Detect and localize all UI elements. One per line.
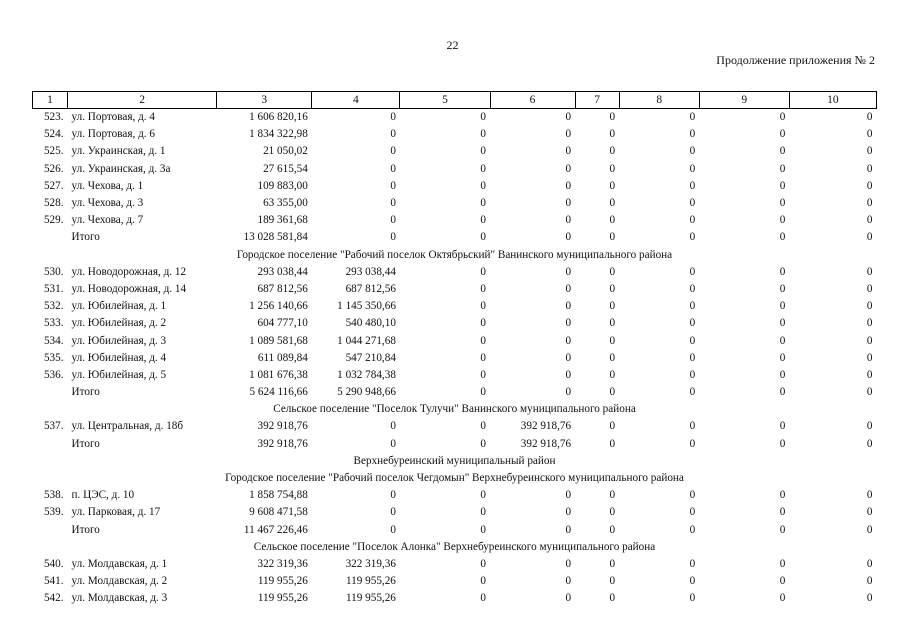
value-cell: 0 (779, 231, 786, 244)
column-header: 5 (400, 92, 490, 109)
value-cell: 0 (779, 334, 786, 347)
section-title: Верхнебуреинский муниципальный район (353, 454, 556, 467)
value-cell: 1 606 820,16 (249, 111, 308, 124)
row-number: 527. (43, 179, 64, 192)
value-cell: 0 (689, 489, 696, 502)
value-cell: 0 (480, 197, 486, 210)
value-cell: 0 (609, 162, 616, 175)
value-cell: 0 (565, 162, 572, 175)
value-cell: 0 (390, 506, 396, 519)
table-row (33, 556, 877, 573)
value-cell: 322 319,36 (345, 557, 396, 570)
appendix-continuation-note: Продолжение приложения № 2 (716, 53, 875, 67)
subtotal-label: Итого (71, 437, 100, 450)
value-cell: 0 (609, 368, 616, 381)
value-cell: 0 (609, 317, 616, 330)
value-cell: 189 361,68 (257, 214, 308, 227)
row-number: 530. (43, 265, 64, 278)
value-cell: 0 (689, 231, 696, 244)
value-cell: 0 (866, 592, 873, 605)
value-cell: 0 (609, 300, 616, 313)
address-cell: ул. Чехова, д. 3 (71, 197, 144, 210)
value-cell: 0 (609, 523, 616, 536)
section-title: Городское поселение "Рабочий поселок Октябрьский" Ванинского муниципального района (236, 248, 673, 261)
value-cell: 0 (779, 265, 786, 278)
value-cell: 0 (480, 386, 486, 399)
section-header-row (33, 470, 877, 487)
subtotal-label: Итого (71, 386, 100, 399)
value-cell: 0 (609, 557, 616, 570)
subtotal-row (33, 522, 877, 539)
value-cell: 0 (390, 162, 396, 175)
value-cell: 0 (565, 231, 572, 244)
address-cell: ул. Молдавская, д. 3 (71, 592, 168, 605)
value-cell: 0 (609, 334, 616, 347)
column-header: 9 (699, 92, 789, 109)
value-cell: 0 (866, 557, 873, 570)
value-cell: 11 467 226,46 (243, 523, 308, 536)
appendix-table (32, 91, 877, 607)
value-cell: 0 (565, 317, 572, 330)
value-cell: 0 (866, 111, 873, 124)
value-cell: 0 (480, 128, 486, 141)
value-cell: 687 812,56 (257, 282, 308, 295)
value-cell: 0 (866, 489, 873, 502)
value-cell: 0 (779, 128, 786, 141)
value-cell: 0 (866, 575, 873, 588)
value-cell: 0 (565, 300, 572, 313)
column-header: 6 (490, 92, 575, 109)
value-cell: 0 (609, 197, 616, 210)
value-cell: 1 044 271,68 (337, 334, 396, 347)
value-cell: 13 028 581,84 (243, 231, 308, 244)
table-row (33, 109, 877, 127)
value-cell: 0 (480, 592, 486, 605)
value-cell: 0 (565, 523, 572, 536)
address-cell: ул. Юбилейная, д. 2 (71, 317, 167, 330)
value-cell: 0 (565, 265, 572, 278)
value-cell: 0 (565, 506, 572, 519)
table-row (33, 367, 877, 384)
value-cell: 0 (565, 575, 572, 588)
value-cell: 1 145 350,66 (337, 300, 396, 313)
value-cell: 392 918,76 (520, 420, 572, 433)
row-number: 523. (43, 111, 64, 124)
value-cell: 119 955,26 (257, 592, 308, 605)
table-row (33, 350, 877, 367)
value-cell: 1 256 140,66 (249, 300, 308, 313)
section-header-row (33, 453, 877, 470)
value-cell: 687 812,56 (345, 282, 396, 295)
value-cell: 0 (609, 420, 616, 433)
value-cell: 0 (689, 162, 696, 175)
row-number: 532. (43, 300, 64, 313)
address-cell: ул. Чехова, д. 1 (71, 179, 144, 192)
table-row (33, 590, 877, 607)
value-cell: 0 (689, 128, 696, 141)
value-cell: 0 (565, 489, 572, 502)
address-cell: ул. Портовая, д. 6 (71, 128, 155, 141)
value-cell: 0 (779, 557, 786, 570)
value-cell: 0 (689, 265, 696, 278)
value-cell: 0 (866, 300, 873, 313)
value-cell: 0 (866, 386, 873, 399)
table-row (33, 161, 877, 178)
table-row (33, 178, 877, 195)
section-header-row (33, 401, 877, 418)
value-cell: 0 (866, 506, 873, 519)
address-cell: ул. Парковая, д. 17 (71, 506, 161, 519)
value-cell: 0 (390, 437, 396, 450)
value-cell: 0 (689, 197, 696, 210)
row-number: 528. (43, 197, 64, 210)
table-row (33, 212, 877, 229)
value-cell: 0 (565, 111, 572, 124)
value-cell: 5 624 116,66 (249, 386, 308, 399)
value-cell: 0 (689, 214, 696, 227)
value-cell: 0 (779, 368, 786, 381)
table-row (33, 126, 877, 143)
value-cell: 0 (609, 231, 616, 244)
value-cell: 0 (779, 437, 786, 450)
value-cell: 0 (779, 317, 786, 330)
value-cell: 0 (480, 557, 486, 570)
value-cell: 0 (866, 420, 873, 433)
value-cell: 0 (390, 214, 396, 227)
address-cell: ул. Юбилейная, д. 4 (71, 351, 167, 364)
value-cell: 0 (480, 162, 486, 175)
value-cell: 0 (689, 282, 696, 295)
value-cell: 0 (689, 334, 696, 347)
value-cell: 0 (689, 179, 696, 192)
table-row (33, 264, 877, 281)
table-row (33, 332, 877, 349)
value-cell: 1 834 322,98 (249, 128, 308, 141)
value-cell: 0 (390, 197, 396, 210)
row-number: 525. (43, 145, 64, 158)
value-cell: 0 (866, 179, 873, 192)
value-cell: 0 (480, 506, 486, 519)
value-cell: 27 615,54 (263, 162, 308, 175)
value-cell: 0 (480, 489, 486, 502)
value-cell: 0 (390, 523, 396, 536)
value-cell: 0 (689, 351, 696, 364)
address-cell: ул. Юбилейная, д. 1 (71, 300, 167, 313)
value-cell: 0 (565, 179, 572, 192)
value-cell: 0 (480, 317, 486, 330)
value-cell: 0 (866, 523, 873, 536)
row-number (33, 384, 68, 401)
value-cell: 1 089 581,68 (249, 334, 308, 347)
value-cell: 0 (609, 575, 616, 588)
subtotal-label: Итого (71, 231, 100, 244)
table-row (33, 573, 877, 590)
value-cell: 0 (390, 179, 396, 192)
row-number (33, 436, 68, 453)
row-number: 531. (43, 282, 64, 295)
value-cell: 63 355,00 (263, 197, 308, 210)
value-cell: 0 (779, 420, 786, 433)
column-header: 1 (33, 92, 68, 109)
value-cell: 1 858 754,88 (249, 489, 308, 502)
value-cell: 109 883,00 (257, 179, 308, 192)
row-number: 539. (43, 506, 64, 519)
value-cell: 0 (689, 300, 696, 313)
value-cell: 0 (866, 317, 873, 330)
value-cell: 0 (480, 420, 486, 433)
address-cell: ул. Украинская, д. 1 (71, 145, 166, 158)
value-cell: 0 (480, 145, 486, 158)
row-number: 526. (43, 162, 64, 175)
subtotal-row (33, 229, 877, 246)
value-cell: 0 (866, 334, 873, 347)
value-cell: 0 (779, 575, 786, 588)
column-header: 8 (619, 92, 699, 109)
value-cell: 0 (779, 300, 786, 313)
value-cell: 0 (689, 386, 696, 399)
value-cell: 0 (779, 179, 786, 192)
value-cell: 322 319,36 (257, 557, 308, 570)
row-number: 535. (43, 351, 64, 364)
value-cell: 0 (609, 489, 616, 502)
value-cell: 0 (689, 317, 696, 330)
value-cell: 0 (480, 351, 486, 364)
value-cell: 0 (866, 351, 873, 364)
value-cell: 392 918,76 (257, 437, 308, 450)
value-cell: 0 (866, 231, 873, 244)
row-number: 541. (43, 575, 64, 588)
value-cell: 0 (609, 214, 616, 227)
value-cell: 0 (779, 489, 786, 502)
section-title: Городское поселение "Рабочий поселок Чегдомын" Верхнебуреинского муниципального района (225, 472, 684, 485)
address-cell: ул. Портовая, д. 4 (71, 111, 155, 124)
value-cell: 0 (779, 523, 786, 536)
address-cell: ул. Новодорожная, д. 12 (71, 265, 187, 278)
value-cell: 0 (609, 351, 616, 364)
value-cell: 0 (565, 334, 572, 347)
value-cell: 0 (779, 351, 786, 364)
value-cell: 0 (480, 111, 486, 124)
value-cell: 9 608 471,58 (249, 506, 308, 519)
row-number: 542. (43, 592, 64, 605)
value-cell: 0 (866, 145, 873, 158)
value-cell: 0 (866, 437, 873, 450)
value-cell: 0 (866, 282, 873, 295)
table-row (33, 281, 877, 298)
table-row (33, 418, 877, 435)
address-cell: ул. Центральная, д. 18б (71, 420, 184, 433)
value-cell: 0 (609, 128, 616, 141)
row-number: 524. (43, 128, 64, 141)
value-cell: 293 038,44 (257, 265, 308, 278)
value-cell: 0 (609, 265, 616, 278)
column-header: 10 (789, 92, 876, 109)
value-cell: 392 918,76 (257, 420, 308, 433)
subtotal-label: Итого (71, 523, 100, 536)
value-cell: 0 (866, 128, 873, 141)
value-cell: 0 (779, 386, 786, 399)
table-row (33, 487, 877, 504)
value-cell: 0 (609, 282, 616, 295)
section-header-row (33, 539, 877, 556)
value-cell: 119 955,26 (345, 575, 396, 588)
value-cell: 540 480,10 (345, 317, 396, 330)
value-cell: 0 (609, 437, 616, 450)
table-body (33, 109, 877, 608)
value-cell: 0 (480, 282, 486, 295)
column-header: 4 (312, 92, 400, 109)
column-header: 3 (217, 92, 312, 109)
table-row (33, 298, 877, 315)
row-number (33, 522, 68, 539)
row-number: 534. (43, 334, 64, 347)
value-cell: 0 (689, 437, 696, 450)
row-number: 540. (43, 557, 64, 570)
value-cell: 119 955,26 (345, 592, 396, 605)
value-cell: 0 (689, 557, 696, 570)
value-cell: 0 (609, 145, 616, 158)
value-cell: 0 (866, 197, 873, 210)
value-cell: 0 (866, 214, 873, 227)
value-cell: 0 (689, 506, 696, 519)
value-cell: 0 (390, 145, 396, 158)
value-cell: 0 (609, 111, 616, 124)
value-cell: 0 (689, 592, 696, 605)
value-cell: 0 (866, 265, 873, 278)
value-cell: 5 290 948,66 (337, 386, 396, 399)
value-cell: 0 (565, 214, 572, 227)
value-cell: 0 (390, 420, 396, 433)
value-cell: 0 (689, 575, 696, 588)
value-cell: 0 (866, 368, 873, 381)
section-title: Сельское поселение "Поселок Тулучи" Ванинского муниципального района (273, 403, 636, 416)
address-cell: ул. Чехова, д. 7 (71, 214, 144, 227)
subtotal-row (33, 436, 877, 453)
table-row (33, 143, 877, 160)
value-cell: 0 (480, 575, 486, 588)
column-header: 2 (68, 92, 217, 109)
value-cell: 0 (609, 506, 616, 519)
value-cell: 0 (565, 197, 572, 210)
row-number: 537. (43, 420, 64, 433)
value-cell: 0 (779, 214, 786, 227)
value-cell: 0 (480, 300, 486, 313)
table-row (33, 504, 877, 521)
value-cell: 0 (565, 128, 572, 141)
value-cell: 0 (480, 231, 486, 244)
value-cell: 0 (480, 265, 486, 278)
section-title: Сельское поселение "Поселок Алонка" Верхнебуреинского муниципального района (253, 540, 656, 553)
value-cell: 0 (779, 162, 786, 175)
value-cell: 0 (390, 489, 396, 502)
value-cell: 0 (480, 437, 486, 450)
section-header-row (33, 247, 877, 264)
value-cell: 0 (390, 128, 396, 141)
table-row (33, 315, 877, 332)
value-cell: 0 (565, 368, 572, 381)
value-cell: 0 (779, 506, 786, 519)
value-cell: 611 089,84 (257, 351, 308, 364)
value-cell: 0 (565, 557, 572, 570)
value-cell: 392 918,76 (520, 437, 572, 450)
value-cell: 1 081 676,38 (249, 368, 308, 381)
value-cell: 0 (565, 386, 572, 399)
value-cell: 0 (689, 523, 696, 536)
value-cell: 1 032 784,38 (337, 368, 396, 381)
value-cell: 0 (689, 368, 696, 381)
row-number: 529. (43, 214, 64, 227)
value-cell: 0 (565, 592, 572, 605)
value-cell: 0 (689, 145, 696, 158)
column-header: 7 (575, 92, 619, 109)
value-cell: 604 777,10 (257, 317, 308, 330)
value-cell: 0 (565, 351, 572, 364)
value-cell: 0 (480, 334, 486, 347)
address-cell: ул. Молдавская, д. 2 (71, 575, 168, 588)
value-cell: 0 (689, 111, 696, 124)
value-cell: 0 (609, 592, 616, 605)
value-cell: 0 (480, 523, 486, 536)
value-cell: 0 (689, 420, 696, 433)
address-cell: п. ЦЭС, д. 10 (71, 489, 135, 502)
value-cell: 0 (866, 162, 873, 175)
value-cell: 0 (609, 386, 616, 399)
value-cell: 0 (565, 282, 572, 295)
value-cell: 0 (480, 179, 486, 192)
value-cell: 119 955,26 (257, 575, 308, 588)
row-number (33, 229, 68, 246)
value-cell: 547 210,84 (345, 351, 396, 364)
row-number: 533. (43, 317, 64, 330)
table-row (33, 195, 877, 212)
value-cell: 0 (480, 368, 486, 381)
value-cell: 0 (779, 145, 786, 158)
address-cell: ул. Молдавская, д. 1 (71, 557, 168, 570)
value-cell: 0 (779, 282, 786, 295)
value-cell: 0 (609, 179, 616, 192)
subtotal-row (33, 384, 877, 401)
address-cell: ул. Юбилейная, д. 5 (71, 368, 167, 381)
value-cell: 0 (779, 111, 786, 124)
value-cell: 0 (390, 111, 396, 124)
page-number: 22 (446, 38, 459, 52)
address-cell: ул. Юбилейная, д. 3 (71, 334, 167, 347)
column-number-header (33, 92, 877, 109)
address-cell: ул. Новодорожная, д. 14 (71, 282, 187, 295)
value-cell: 0 (779, 592, 786, 605)
value-cell: 0 (480, 214, 486, 227)
value-cell: 0 (565, 145, 572, 158)
address-cell: ул. Украинская, д. 3а (71, 162, 171, 175)
row-number: 536. (43, 368, 64, 381)
value-cell: 21 050,02 (263, 145, 308, 158)
value-cell: 293 038,44 (345, 265, 396, 278)
value-cell: 0 (779, 197, 786, 210)
value-cell: 0 (390, 231, 396, 244)
row-number: 538. (43, 489, 64, 502)
